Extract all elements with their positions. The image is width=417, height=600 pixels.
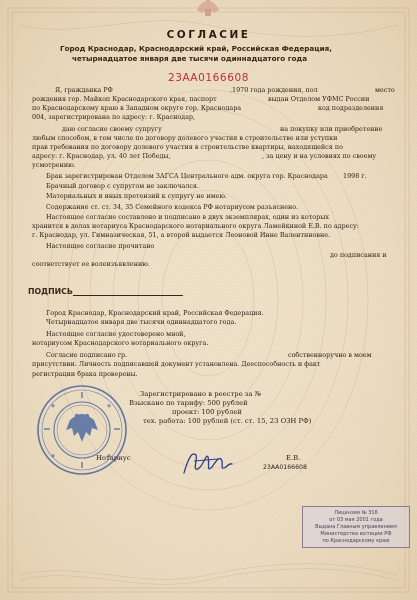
certification-line: Настоящее согласие удостоверено мной, (46, 330, 186, 338)
eagle-emblem-icon (66, 414, 98, 442)
body-line: Брачный договор с супругом не заключался. (46, 182, 199, 190)
document-title: СОГЛАСИЕ (166, 29, 251, 41)
license-stamp (302, 506, 410, 548)
certification-line: собственноручно в моем (288, 351, 372, 359)
registry-tariff: Взыскано по тарифу: 500 рублей (129, 399, 248, 407)
body-line: усмотрению. (32, 161, 76, 169)
body-line: Материальных и иных претензий к супругу не имею. (46, 192, 227, 200)
license-line: Выдана Главным управлением (315, 524, 397, 530)
body-line: прав требования по договору долевого участия в строительстве квартиры, находящейся по (32, 143, 343, 151)
body-line: адресу: г. Краснодар, ул. 40 лет Победы, (32, 152, 171, 160)
notary-label: Нотариус (96, 454, 131, 462)
serial-number: 23АА0166608 (167, 72, 250, 84)
serial-number-bottom: 23АА0166608 (263, 464, 307, 471)
body-line: Содержание ст. ст. 34, 35 Семейного кодекса РФ нотариусом разъяснено. (46, 203, 299, 211)
license-line: Министерства юстиции РФ (320, 531, 392, 537)
license-line: по Краснодарскому краю (322, 538, 390, 544)
body-line: Настоящее согласие прочитано (46, 242, 155, 250)
registry-project: проект: 100 рублей (172, 408, 242, 416)
body-line: Я, гражданка РФ (55, 86, 113, 94)
body-line: по Краснодарскому краю в Западном округе гор. Краснодара (32, 104, 242, 112)
notary-initials: Е.В. (286, 454, 301, 462)
license-line: от 03 мая 2001 года (329, 517, 383, 523)
body-line: любым способом, в том числе по договору долевого участия в строительстве или уступки (32, 134, 338, 142)
notary-seal-icon (36, 384, 128, 476)
body-line: выдан Отделом УФМС России (268, 95, 370, 103)
certification-line: Согласие подписано гр. (46, 351, 128, 359)
certification-line: регистрации брака проверены. (32, 370, 138, 378)
signature-line (73, 295, 183, 296)
body-line: .1970 года рождения, пол (230, 86, 318, 94)
body-line: соответствует ее волеизъявлению. (32, 260, 150, 268)
handwritten-signature-icon (180, 447, 234, 479)
body-line: на покупку или приобретение (280, 125, 383, 133)
body-line: , за цену и на условиях по своему (262, 152, 377, 160)
body-line: даю согласие своему супругу (62, 125, 162, 133)
body-line: хранится в делах нотариуса Краснодарского нотариального округа Ламейкиной Е.В. по адресу: (32, 222, 359, 230)
body-line: рождения гор. Майкоп Краснодарского края, паспорт (32, 95, 217, 103)
registry-tech: тех. работа: 100 рублей (ст. ст. 15, 23 ОЗН РФ) (143, 417, 312, 425)
body-line: 1998 г. (343, 172, 367, 180)
certification-line: Четырнадцатое января две тысячи одиннадцатого года. (46, 318, 237, 326)
body-line: код подразделения (318, 104, 384, 112)
body-line: Брак зарегистрирован Отделом ЗАГСА Центрального адм. округа гор. Краснодара (46, 172, 328, 180)
body-line: место (375, 86, 395, 94)
certification-line: нотариусом Краснодарского нотариального округа. (32, 339, 209, 347)
body-line: Настоящее согласие составлено и подписано в двух экземплярах, один из которых (46, 213, 329, 221)
body-line: 004, зарегистрирована по адресу: г. Краснодар, (32, 113, 196, 121)
header-city-line: Город Краснодар, Краснодарский край, Российская Федерация, (60, 44, 332, 53)
license-line: Лицензия № 316 (334, 510, 378, 516)
certification-line: Город Краснодар, Краснодарский край, Российская Федерация. (46, 309, 264, 317)
body-line: г. Краснодар, ул. Гимназическая, 51, а второй выдается Леоновой Инне Валентиновне. (32, 231, 331, 239)
certification-line: присутствии. Личность подписавшей документ установлена. Дееспособность и факт (32, 360, 321, 368)
body-line: до подписания и (330, 251, 387, 259)
header-date-line: четырнадцатое января две тысячи одиннадцатого года (72, 54, 308, 63)
signature-label: ПОДПИСЬ (28, 287, 73, 296)
registry-line: Зарегистрировано в реестре за № (140, 390, 262, 398)
